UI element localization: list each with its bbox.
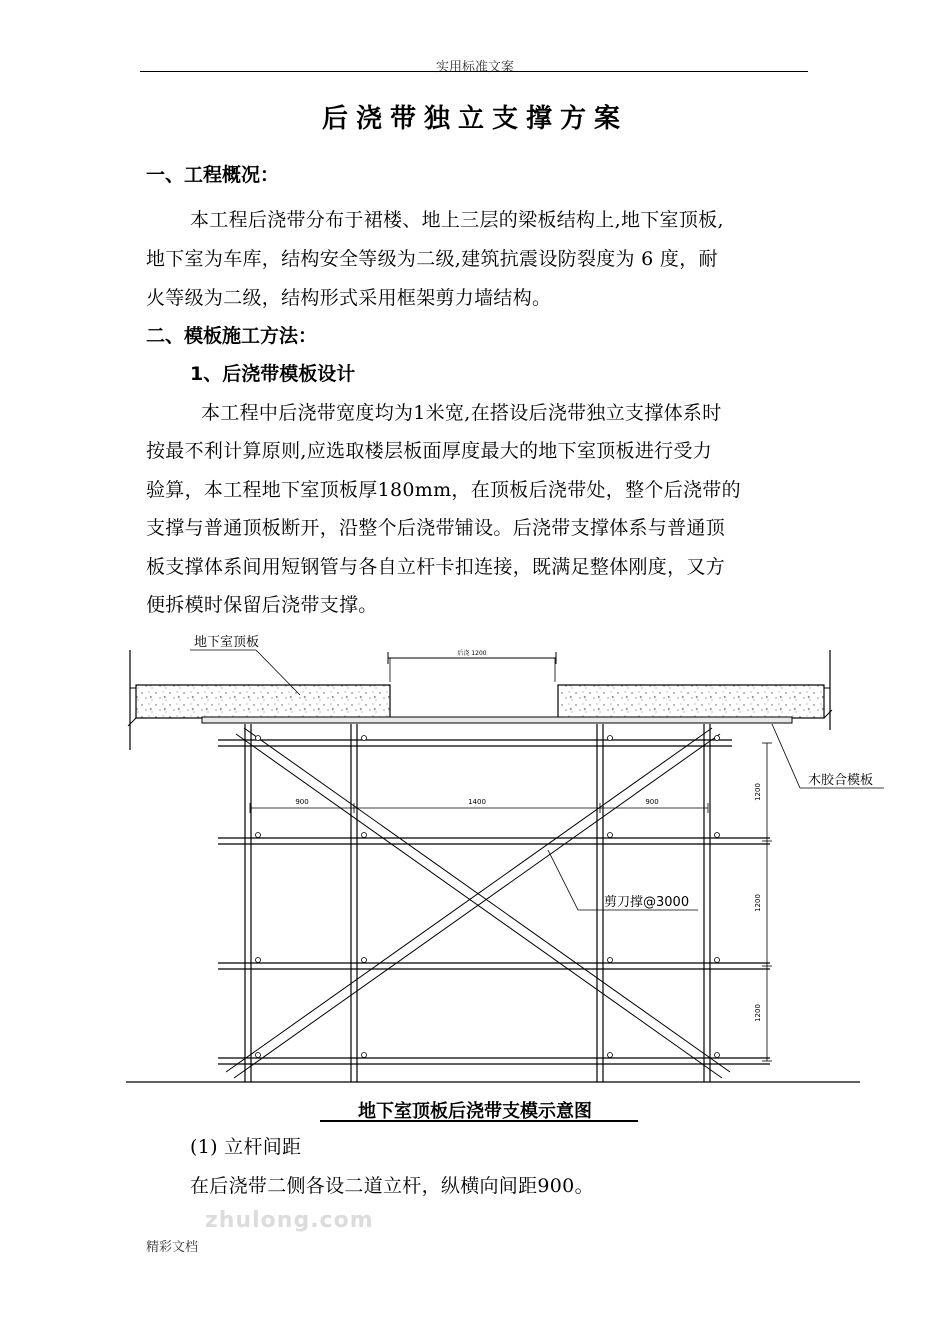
section2-heading: 二、模板施工方法： — [146, 325, 318, 347]
left-slab — [136, 685, 390, 718]
diagram-caption: 地下室顶板后浇带支模示意图 — [358, 1101, 592, 1122]
watermark: zhulong.com — [205, 1208, 374, 1233]
brace-label: 剪刀撑@3000 — [604, 895, 690, 910]
slab-label: 地下室顶板 — [194, 635, 260, 650]
caption-underline — [320, 1120, 638, 1122]
formwork-board — [202, 717, 792, 723]
section2-line-2: 按最不利计算原则,应选取楼层板面厚度最大的地下室顶板进行受力 — [146, 440, 713, 462]
formwork-label: 木胶合模板 — [808, 773, 874, 788]
section2-line-3: 验算，本工程地下室顶板厚180mm，在顶板后浇带处，整个后浇带的 — [146, 479, 741, 501]
dim-vertical-1: 1200 — [754, 783, 762, 801]
page-footer: 精彩文档 — [146, 1240, 199, 1255]
dim-left: 900 — [295, 798, 309, 806]
formwork-support-diagram — [0, 630, 950, 1090]
section2-line-6: 便拆模时保留后浇带支撑。 — [146, 594, 378, 616]
section2-line-1: 本工程中后浇带宽度均为1米宽,在搭设后浇带独立支撑体系时 — [201, 402, 722, 424]
section1-heading: 一、工程概况： — [146, 164, 280, 186]
dim-mid: 1400 — [468, 798, 486, 806]
section1-line-1: 本工程后浇带分布于裙楼、地上三层的梁板结构上,地下室顶板, — [190, 209, 724, 231]
page-header: 实用标准文案 — [435, 60, 514, 75]
header-rule — [140, 71, 808, 72]
subsection-text: 在后浇带二侧各设二道立杆，纵横向间距900。 — [190, 1175, 594, 1197]
section1-line-2: 地下室为车库，结构安全等级为二级,建筑抗震设防裂度为 6 度，耐 — [146, 248, 718, 270]
right-slab — [558, 685, 824, 718]
section2-subheading: 1、后浇带模板设计 — [190, 363, 356, 385]
section2-line-4: 支撑与普通顶板断开，沿整个后浇带铺设。后浇带支撑体系与普通顶 — [146, 517, 726, 539]
subsection-heading: (1) 立杆间距 — [190, 1136, 302, 1158]
gap-dimension-label: 后浇 1200 — [457, 650, 487, 657]
section1-line-3: 火等级为二级，结构形式采用框架剪力墙结构。 — [146, 287, 552, 309]
dim-vertical-2: 1200 — [754, 894, 762, 912]
section2-line-5: 板支撑体系间用短钢管与各自立杆卡扣连接，既满足整体刚度，又方 — [146, 556, 726, 578]
dim-right: 900 — [645, 798, 659, 806]
document-title: 后浇带独立支撑方案 — [321, 104, 628, 134]
dim-vertical-3: 1200 — [754, 1004, 762, 1022]
